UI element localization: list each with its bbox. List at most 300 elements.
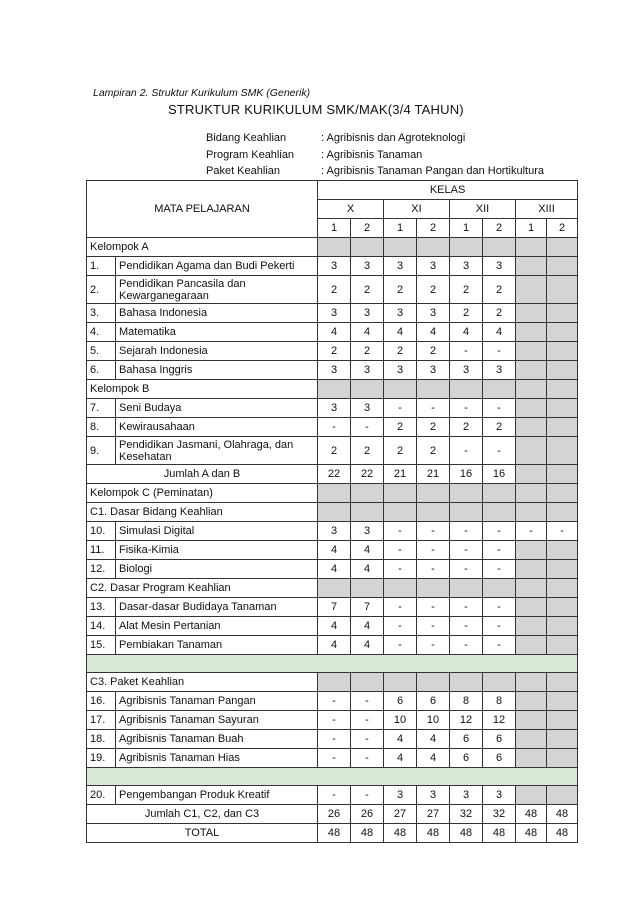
subject-number: 17. bbox=[87, 711, 116, 730]
hours-cell: - bbox=[483, 541, 516, 560]
subject-name: Sejarah Indonesia bbox=[116, 342, 318, 361]
c2-title-row-label: C2. Dasar Program Keahlian bbox=[87, 579, 318, 598]
hours-cell: 2 bbox=[318, 342, 351, 361]
hours-cell: 4 bbox=[483, 323, 516, 342]
shaded-cell bbox=[384, 673, 417, 692]
shaded-cell bbox=[516, 711, 547, 730]
jumlah-ab-row-label: Jumlah A dan B bbox=[87, 465, 318, 484]
subject-row bbox=[87, 323, 578, 342]
shaded-cell bbox=[547, 361, 578, 380]
shaded-cell bbox=[318, 238, 351, 257]
bidang-value: : Agribisnis dan Agroteknologi bbox=[321, 132, 466, 144]
total-cell: 48 bbox=[516, 805, 547, 824]
hours-cell: 3 bbox=[318, 399, 351, 418]
subject-name: Agribisnis Tanaman Pangan bbox=[116, 692, 318, 711]
total-cell: 48 bbox=[351, 824, 384, 843]
total-cell: 21 bbox=[417, 465, 450, 484]
subject-number: 7. bbox=[87, 399, 116, 418]
subject-row bbox=[87, 749, 578, 768]
bidang-label: Bidang Keahlian bbox=[206, 132, 287, 144]
kelompok-c-row-label: Kelompok C (Peminatan) bbox=[87, 484, 318, 503]
program-label: Program Keahlian bbox=[206, 148, 295, 161]
hours-cell: - bbox=[384, 541, 417, 560]
subject-name: Fisika-Kimia bbox=[116, 541, 318, 560]
shaded-cell bbox=[483, 503, 516, 522]
hours-cell: 3 bbox=[351, 257, 384, 276]
hours-cell: 3 bbox=[351, 522, 384, 541]
shaded-cell bbox=[417, 579, 450, 598]
semester-cell: 2 bbox=[351, 219, 384, 238]
semester-cell: 1 bbox=[450, 219, 483, 238]
kelompok-a-row-label: Kelompok A bbox=[87, 238, 318, 257]
hours-cell: 12 bbox=[483, 711, 516, 730]
shaded-cell bbox=[516, 579, 547, 598]
total-cell: 21 bbox=[384, 465, 417, 484]
shaded-cell bbox=[450, 503, 483, 522]
shaded-cell bbox=[547, 673, 578, 692]
hours-cell: - bbox=[450, 541, 483, 560]
shaded-cell bbox=[384, 484, 417, 503]
subject-number: 3. bbox=[87, 304, 116, 323]
paket-label: Paket Keahlian bbox=[206, 165, 280, 177]
hours-cell: - bbox=[384, 636, 417, 655]
subject-number: 8. bbox=[87, 418, 116, 437]
shaded-cell bbox=[516, 636, 547, 655]
subject-row bbox=[87, 692, 578, 711]
subject-number: 9. bbox=[87, 437, 116, 465]
semester-cell: 2 bbox=[483, 219, 516, 238]
shaded-cell bbox=[516, 503, 547, 522]
subject-name: Agribisnis Tanaman Sayuran bbox=[116, 711, 318, 730]
hours-cell: 3 bbox=[384, 361, 417, 380]
subject-row bbox=[87, 711, 578, 730]
shaded-cell bbox=[547, 304, 578, 323]
subject-row bbox=[87, 276, 578, 304]
hours-cell: 6 bbox=[450, 749, 483, 768]
total-cell: 26 bbox=[318, 805, 351, 824]
shaded-cell bbox=[417, 484, 450, 503]
total-cell: 16 bbox=[450, 465, 483, 484]
subject-number: 2. bbox=[87, 276, 116, 304]
hours-cell: - bbox=[417, 522, 450, 541]
hours-cell: 6 bbox=[384, 692, 417, 711]
shaded-cell bbox=[516, 342, 547, 361]
hours-cell: 2 bbox=[417, 418, 450, 437]
total-cell: 27 bbox=[384, 805, 417, 824]
shaded-cell bbox=[417, 503, 450, 522]
subject-number: 11. bbox=[87, 541, 116, 560]
subject-row bbox=[87, 418, 578, 437]
curriculum-table-body bbox=[87, 181, 578, 843]
hours-cell: - bbox=[318, 730, 351, 749]
shaded-cell bbox=[547, 380, 578, 399]
shaded-cell bbox=[483, 673, 516, 692]
shaded-cell bbox=[318, 579, 351, 598]
hours-cell: 8 bbox=[483, 692, 516, 711]
hours-cell: - bbox=[417, 636, 450, 655]
subject-name: Alat Mesin Pertanian bbox=[116, 617, 318, 636]
shaded-cell bbox=[516, 399, 547, 418]
hours-cell: 3 bbox=[450, 361, 483, 380]
hours-cell: - bbox=[450, 617, 483, 636]
hours-cell: 4 bbox=[450, 323, 483, 342]
hours-cell: 3 bbox=[318, 522, 351, 541]
hours-cell: - bbox=[450, 522, 483, 541]
hours-cell: - bbox=[483, 342, 516, 361]
hours-cell: 2 bbox=[450, 276, 483, 304]
hours-cell: - bbox=[318, 711, 351, 730]
shaded-cell bbox=[516, 380, 547, 399]
shaded-cell bbox=[318, 380, 351, 399]
subject-name: Pendidikan Pancasila dan Kewarganegaraan bbox=[116, 276, 318, 304]
shaded-cell bbox=[516, 465, 547, 484]
c3-title-row-label: C3. Paket Keahlian bbox=[87, 673, 318, 692]
spacer-row bbox=[87, 655, 578, 673]
hours-cell: 2 bbox=[384, 418, 417, 437]
shaded-cell bbox=[318, 484, 351, 503]
total-cell: 27 bbox=[417, 805, 450, 824]
shaded-cell bbox=[384, 380, 417, 399]
subject-row bbox=[87, 522, 578, 541]
shaded-cell bbox=[450, 380, 483, 399]
hours-cell: 3 bbox=[483, 361, 516, 380]
subject-number: 15. bbox=[87, 636, 116, 655]
shaded-cell bbox=[547, 465, 578, 484]
hours-cell: 4 bbox=[417, 730, 450, 749]
shaded-cell bbox=[450, 484, 483, 503]
hours-cell: 2 bbox=[384, 437, 417, 465]
curriculum-table bbox=[86, 180, 578, 843]
semester-cell: 1 bbox=[516, 219, 547, 238]
shaded-cell bbox=[516, 276, 547, 304]
hours-cell: 4 bbox=[318, 541, 351, 560]
shaded-cell bbox=[547, 730, 578, 749]
hours-cell: 3 bbox=[318, 257, 351, 276]
total-row bbox=[87, 824, 578, 843]
hours-cell: 4 bbox=[417, 323, 450, 342]
shaded-cell bbox=[516, 541, 547, 560]
total-cell: 48 bbox=[547, 824, 578, 843]
hours-cell: 4 bbox=[318, 323, 351, 342]
shaded-cell bbox=[483, 579, 516, 598]
shaded-cell bbox=[547, 560, 578, 579]
shaded-cell bbox=[351, 380, 384, 399]
hours-cell: 2 bbox=[417, 276, 450, 304]
subject-name: Pendidikan Agama dan Budi Pekerti bbox=[116, 257, 318, 276]
shaded-cell bbox=[547, 276, 578, 304]
shaded-cell bbox=[547, 503, 578, 522]
hours-cell: 2 bbox=[384, 342, 417, 361]
mata-pelajaran-header: MATA PELAJARAN bbox=[87, 181, 318, 238]
grade-x-header: X bbox=[318, 200, 384, 219]
shaded-cell bbox=[351, 484, 384, 503]
semester-cell: 1 bbox=[384, 219, 417, 238]
shaded-cell bbox=[547, 323, 578, 342]
total-cell: 48 bbox=[318, 824, 351, 843]
appendix-caption: Lampiran 2. Struktur Kurikulum SMK (Generik) bbox=[93, 87, 311, 99]
shaded-cell bbox=[547, 636, 578, 655]
hours-cell: 2 bbox=[351, 276, 384, 304]
hours-cell: 3 bbox=[417, 304, 450, 323]
hours-cell: - bbox=[384, 617, 417, 636]
shaded-cell bbox=[516, 692, 547, 711]
hours-cell: - bbox=[417, 560, 450, 579]
shaded-cell bbox=[384, 503, 417, 522]
subject-name: Bahasa Inggris bbox=[116, 361, 318, 380]
hours-cell: - bbox=[351, 730, 384, 749]
hours-cell: 4 bbox=[351, 636, 384, 655]
hours-cell: - bbox=[351, 692, 384, 711]
hours-cell: - bbox=[483, 598, 516, 617]
subject-number: 18. bbox=[87, 730, 116, 749]
hours-cell: - bbox=[450, 560, 483, 579]
hours-cell: 6 bbox=[483, 730, 516, 749]
shaded-cell bbox=[547, 541, 578, 560]
paket-value: : Agribisnis Tanaman Pangan dan Hortikultura bbox=[321, 165, 544, 177]
hours-cell: - bbox=[483, 636, 516, 655]
hours-cell: 3 bbox=[417, 786, 450, 805]
program-value: : Agribisnis Tanaman bbox=[321, 148, 423, 161]
hours-cell: - bbox=[483, 522, 516, 541]
hours-cell: 8 bbox=[450, 692, 483, 711]
total-cell: 32 bbox=[450, 805, 483, 824]
hours-cell: 2 bbox=[417, 342, 450, 361]
shaded-cell bbox=[547, 342, 578, 361]
total-cell: 48 bbox=[547, 805, 578, 824]
hours-cell: 3 bbox=[318, 361, 351, 380]
shaded-cell bbox=[516, 786, 547, 805]
hours-cell: - bbox=[547, 522, 578, 541]
jumlah-c-row-label: Jumlah C1, C2, dan C3 bbox=[87, 805, 318, 824]
shaded-cell bbox=[547, 692, 578, 711]
hours-cell: - bbox=[483, 399, 516, 418]
hours-cell: - bbox=[450, 437, 483, 465]
total-cell: 48 bbox=[417, 824, 450, 843]
hours-cell: - bbox=[450, 636, 483, 655]
total-cell: 16 bbox=[483, 465, 516, 484]
c2-title-row bbox=[87, 579, 578, 598]
hours-cell: 10 bbox=[417, 711, 450, 730]
grade-xiii-header: XIII bbox=[516, 200, 578, 219]
shaded-cell bbox=[547, 238, 578, 257]
subject-number: 6. bbox=[87, 361, 116, 380]
subject-name: Matematika bbox=[116, 323, 318, 342]
subject-number: 19. bbox=[87, 749, 116, 768]
program-info-row bbox=[206, 163, 544, 180]
hours-cell: - bbox=[318, 418, 351, 437]
shaded-cell bbox=[516, 617, 547, 636]
shaded-cell bbox=[547, 786, 578, 805]
total-cell: 48 bbox=[516, 824, 547, 843]
hours-cell: 3 bbox=[384, 786, 417, 805]
subject-number: 16. bbox=[87, 692, 116, 711]
shaded-cell bbox=[483, 238, 516, 257]
subject-row bbox=[87, 437, 578, 465]
program-info-row bbox=[206, 147, 544, 164]
shaded-cell bbox=[417, 238, 450, 257]
subject-name: Seni Budaya bbox=[116, 399, 318, 418]
c3-title-row bbox=[87, 673, 578, 692]
hours-cell: 4 bbox=[384, 730, 417, 749]
hours-cell: - bbox=[417, 598, 450, 617]
subject-name: Agribisnis Tanaman Buah bbox=[116, 730, 318, 749]
program-info-row bbox=[206, 130, 544, 147]
shaded-cell bbox=[516, 238, 547, 257]
semester-cell: 2 bbox=[547, 219, 578, 238]
shaded-cell bbox=[516, 361, 547, 380]
kelas-header: KELAS bbox=[318, 181, 578, 200]
shaded-cell bbox=[547, 418, 578, 437]
hours-cell: - bbox=[516, 522, 547, 541]
hours-cell: - bbox=[417, 541, 450, 560]
shaded-cell bbox=[351, 579, 384, 598]
jumlah-c-row bbox=[87, 805, 578, 824]
hours-cell: 2 bbox=[417, 437, 450, 465]
hours-cell: 4 bbox=[351, 560, 384, 579]
total-cell: 22 bbox=[351, 465, 384, 484]
shaded-cell bbox=[547, 257, 578, 276]
shaded-cell bbox=[516, 484, 547, 503]
subject-row bbox=[87, 617, 578, 636]
shaded-cell bbox=[516, 304, 547, 323]
shaded-cell bbox=[318, 503, 351, 522]
hours-cell: 2 bbox=[384, 276, 417, 304]
hours-cell: - bbox=[450, 598, 483, 617]
hours-cell: 3 bbox=[417, 257, 450, 276]
hours-cell: 2 bbox=[318, 276, 351, 304]
subject-row bbox=[87, 636, 578, 655]
hours-cell: 3 bbox=[351, 361, 384, 380]
subject-number: 14. bbox=[87, 617, 116, 636]
hours-cell: 3 bbox=[483, 257, 516, 276]
hours-cell: 4 bbox=[351, 617, 384, 636]
hours-cell: 3 bbox=[318, 304, 351, 323]
kelompok-b-row-label: Kelompok B bbox=[87, 380, 318, 399]
hours-cell: 2 bbox=[318, 437, 351, 465]
shaded-cell bbox=[450, 579, 483, 598]
hours-cell: 4 bbox=[318, 617, 351, 636]
grade-xii-header: XII bbox=[450, 200, 516, 219]
subject-row bbox=[87, 257, 578, 276]
hours-cell: - bbox=[384, 399, 417, 418]
hours-cell: - bbox=[384, 560, 417, 579]
c1-title-row-label: C1. Dasar Bidang Keahlian bbox=[87, 503, 318, 522]
hours-cell: 4 bbox=[384, 749, 417, 768]
shaded-cell bbox=[483, 380, 516, 399]
kelompok-c-row bbox=[87, 484, 578, 503]
shaded-cell bbox=[351, 238, 384, 257]
c1-title-row bbox=[87, 503, 578, 522]
subject-name: Pengembangan Produk Kreatif bbox=[116, 786, 318, 805]
shaded-cell bbox=[516, 598, 547, 617]
subject-number: 5. bbox=[87, 342, 116, 361]
hours-cell: 2 bbox=[483, 304, 516, 323]
total-cell: 32 bbox=[483, 805, 516, 824]
shaded-cell bbox=[547, 437, 578, 465]
hours-cell: 3 bbox=[384, 304, 417, 323]
shaded-cell bbox=[547, 598, 578, 617]
subject-row bbox=[87, 304, 578, 323]
shaded-cell bbox=[547, 711, 578, 730]
shaded-cell bbox=[516, 418, 547, 437]
program-info bbox=[206, 130, 544, 180]
hours-cell: - bbox=[318, 692, 351, 711]
hours-cell: 3 bbox=[483, 786, 516, 805]
subject-number: 1. bbox=[87, 257, 116, 276]
shaded-cell bbox=[351, 503, 384, 522]
subject-row bbox=[87, 399, 578, 418]
hours-cell: - bbox=[351, 711, 384, 730]
header-row bbox=[87, 181, 578, 200]
semester-cell: 1 bbox=[318, 219, 351, 238]
subject-number: 13. bbox=[87, 598, 116, 617]
total-cell: 48 bbox=[483, 824, 516, 843]
hours-cell: 12 bbox=[450, 711, 483, 730]
subject-number: 10. bbox=[87, 522, 116, 541]
hours-cell: - bbox=[450, 342, 483, 361]
hours-cell: - bbox=[318, 749, 351, 768]
kelompok-b-row bbox=[87, 380, 578, 399]
hours-cell: 3 bbox=[384, 257, 417, 276]
hours-cell: 2 bbox=[351, 342, 384, 361]
subject-name: Bahasa Indonesia bbox=[116, 304, 318, 323]
hours-cell: - bbox=[318, 786, 351, 805]
hours-cell: 4 bbox=[417, 749, 450, 768]
total-row-label: TOTAL bbox=[87, 824, 318, 843]
hours-cell: 4 bbox=[318, 636, 351, 655]
hours-cell: 4 bbox=[351, 323, 384, 342]
hours-cell: 2 bbox=[450, 418, 483, 437]
hours-cell: 7 bbox=[351, 598, 384, 617]
subject-row bbox=[87, 342, 578, 361]
hours-cell: 4 bbox=[384, 323, 417, 342]
spacer-cell bbox=[87, 768, 578, 786]
subject-row bbox=[87, 560, 578, 579]
shaded-cell bbox=[384, 238, 417, 257]
hours-cell: 3 bbox=[450, 257, 483, 276]
kelompok-a-row bbox=[87, 238, 578, 257]
shaded-cell bbox=[483, 484, 516, 503]
shaded-cell bbox=[516, 749, 547, 768]
hours-cell: 2 bbox=[351, 437, 384, 465]
shaded-cell bbox=[417, 673, 450, 692]
subject-number: 12. bbox=[87, 560, 116, 579]
hours-cell: 2 bbox=[483, 418, 516, 437]
hours-cell: 3 bbox=[450, 786, 483, 805]
shaded-cell bbox=[516, 673, 547, 692]
hours-cell: - bbox=[351, 749, 384, 768]
hours-cell: - bbox=[384, 522, 417, 541]
shaded-cell bbox=[516, 437, 547, 465]
hours-cell: - bbox=[450, 399, 483, 418]
shaded-cell bbox=[318, 673, 351, 692]
shaded-cell bbox=[547, 617, 578, 636]
subject-row bbox=[87, 541, 578, 560]
total-cell: 48 bbox=[450, 824, 483, 843]
subject-name: Biologi bbox=[116, 560, 318, 579]
subject-row bbox=[87, 598, 578, 617]
shaded-cell bbox=[516, 257, 547, 276]
hours-cell: 3 bbox=[351, 304, 384, 323]
total-cell: 22 bbox=[318, 465, 351, 484]
hours-cell: - bbox=[417, 399, 450, 418]
hours-cell: - bbox=[351, 418, 384, 437]
shaded-cell bbox=[516, 730, 547, 749]
subject-row bbox=[87, 361, 578, 380]
hours-cell: - bbox=[483, 617, 516, 636]
spacer-cell bbox=[87, 655, 578, 673]
hours-cell: 3 bbox=[351, 399, 384, 418]
